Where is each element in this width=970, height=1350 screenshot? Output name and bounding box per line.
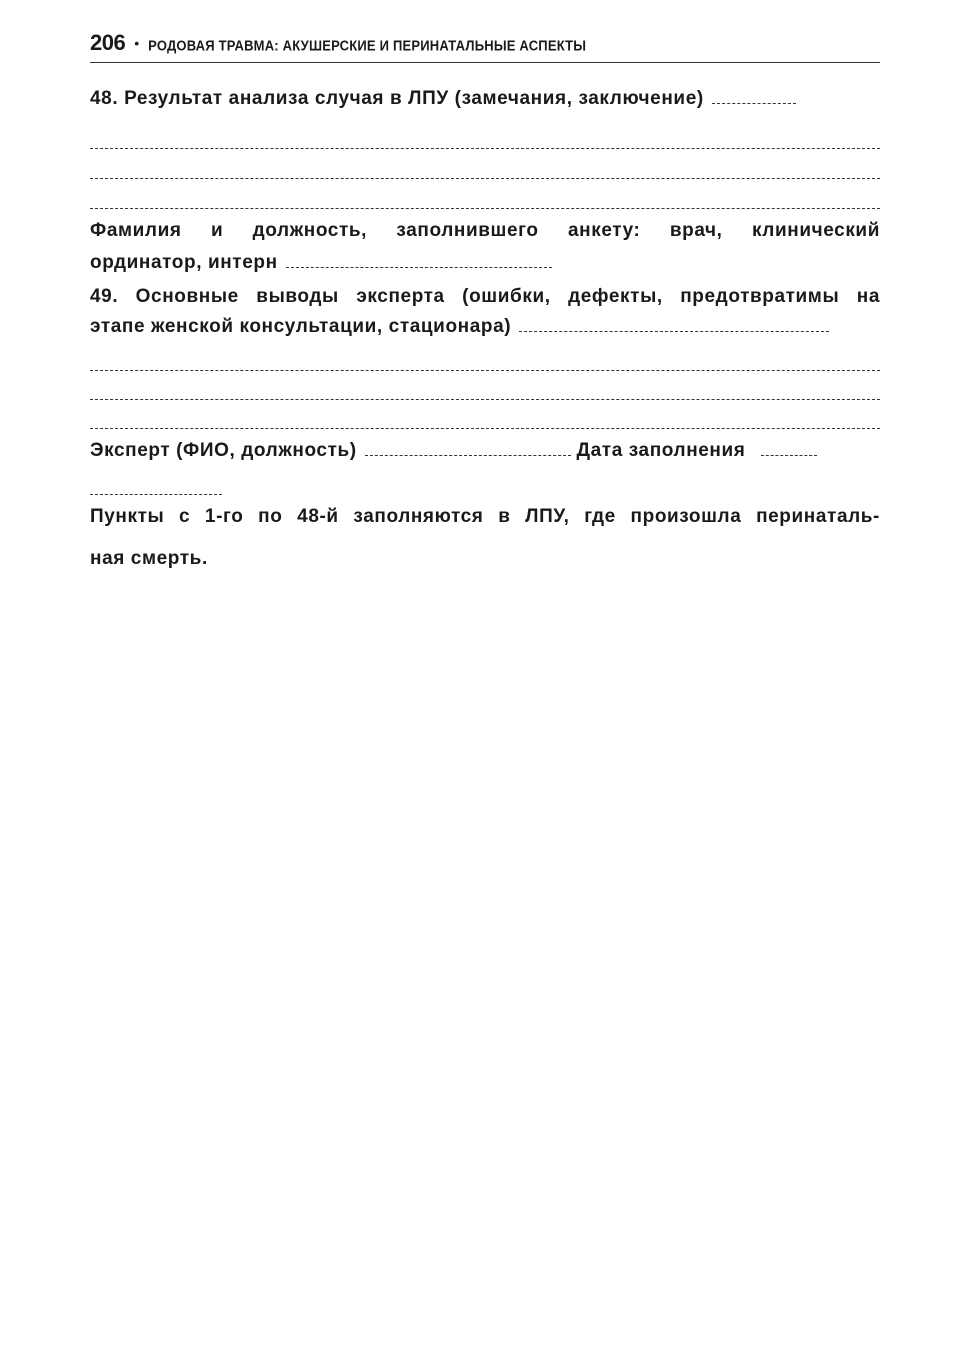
item-48-text: 48. Результат анализа случая в ЛПУ (замечания, заключение): [90, 88, 704, 109]
filler-text-1: Фамилия и должность, заполнившего анкету: врач, клинический: [90, 220, 880, 241]
note-text-2: ная смерть.: [90, 548, 208, 569]
item-48-blank[interactable]: [712, 102, 796, 104]
item-48-answer-line-1[interactable]: [90, 148, 880, 149]
filler-line-1: [90, 220, 880, 242]
item-48-answer-line-2[interactable]: [90, 178, 880, 179]
item-49-answer-line-3[interactable]: [90, 428, 880, 429]
date-label: Дата заполнения: [576, 440, 746, 461]
filler-line-2: [90, 252, 880, 274]
running-title: РОДОВАЯ ТРАВМА: АКУШЕРСКИЕ И ПЕРИНАТАЛЬНЫЕ АСПЕКТЫ: [148, 36, 587, 55]
page-number: 206: [90, 30, 126, 55]
date-blank[interactable]: [761, 454, 817, 456]
item-49-line-2: [90, 316, 880, 338]
document-page: [90, 30, 880, 569]
item-49-answer-line-2[interactable]: [90, 399, 880, 400]
item-49-answer-line-1[interactable]: [90, 370, 880, 371]
item-49-text-2: этапе женской консультации, стационара): [90, 316, 512, 337]
note-text-1: Пункты с 1-го по 48-й заполняются в ЛПУ, где произошла перинаталь-: [90, 506, 880, 527]
expert-line: [90, 440, 880, 462]
note-line-1: [90, 506, 880, 528]
filler-text-2: ординатор, интерн: [90, 252, 278, 273]
expert-label: Эксперт (ФИО, должность): [90, 440, 357, 461]
note-line-2: [90, 548, 880, 570]
item-49-text-1: 49. Основные выводы эксперта (ошибки, дефекты, предотвратимы на: [90, 286, 880, 307]
item-48-answer-line-3[interactable]: [90, 208, 880, 209]
header-bullet: •: [134, 35, 140, 51]
date-blank-continuation[interactable]: [90, 494, 222, 495]
item-48-line: [90, 88, 880, 110]
item-49-line-1: [90, 286, 880, 308]
item-49-blank[interactable]: [519, 330, 829, 332]
filler-blank[interactable]: [286, 266, 552, 268]
expert-blank[interactable]: [365, 454, 571, 456]
running-head: [90, 30, 880, 63]
